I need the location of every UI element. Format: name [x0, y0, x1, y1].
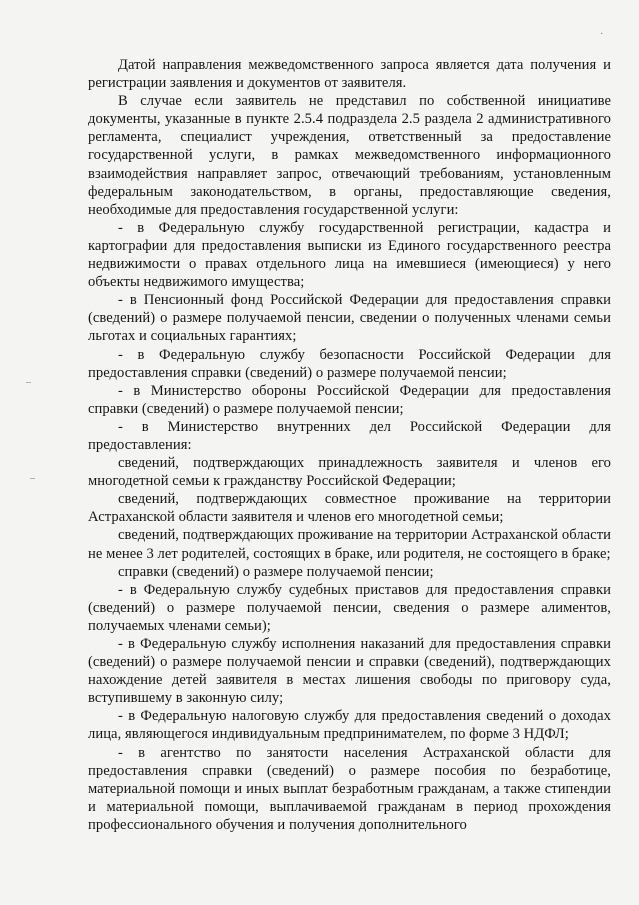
list-subitem-pension: справки (сведений) о размере получаемой пенсии; [118, 563, 434, 580]
list-subitem-citizenship: сведений, подтверждающих принадлежность заявителя и членов его многодетной семьи к гражданству Российской Федерации; [88, 455, 611, 490]
list-item-pension-fund: - в Пенсионный фонд Российской Федерации для предоставления справки (сведений) о размере получаемой пенсии, сведении о полученных членами семьи льготах и социальных гарантиях; [88, 292, 611, 345]
list-subitem-cohabitation: сведений, подтверждающих совместное проживание на территории Астраханской области заявителя и членов его многодетной семьи; [88, 491, 611, 526]
list-item-ministry-internal: - в Министерство внутренних дел Российской Федерации для предоставления: [88, 418, 611, 453]
list-item-tax-service: - в Федеральную налоговую службу для предоставления сведений о доходах лица, являющегося индивидуальным предпринимателем, по форме 3 НДФЛ; [88, 708, 611, 743]
list-item-ministry-defense: - в Министерство обороны Российской Федерации для предоставления справки (сведений) о размере получаемой пенсии; [88, 382, 611, 417]
list-item-rosreestr: - в Федеральную службу государственной регистрации, кадастра и картографии для предоставления выписки из Единого государственного реестра недвижимости о правах отдельного лица на имевшиеся (имеющиеся) у него объекты недвижимого имущества; [88, 219, 611, 291]
list-item-bailiffs: - в Федеральную службу судебных приставов для предоставления справки (сведений) о размере получаемой пенсии, сведения о размере алиментов, получаемых членами семьи); [88, 581, 611, 634]
paragraph-request-date: Датой направления межведомственного запроса является дата получения и регистрации заявления и документов от заявителя. [88, 57, 611, 92]
margin-scan-mark: – [26, 377, 31, 388]
list-item-employment-agency: - в агентство по занятости населения Астраханской области для предоставления справки (сведений) о размере пособия по безработице, материальной помощи и иных выплат безработным гражданам, а также стипендии и материальной помощи, выплачиваемой гражданам в период прохождения профессионального обучения и получения дополнительного [88, 744, 611, 833]
margin-scan-mark: · [600, 29, 604, 40]
list-item-penitentiary: - в Федеральную службу исполнения наказаний для предоставления справки (сведений) о размере получаемой пенсии и справки (сведений), подтверждающих нахождение детей заявителя в местах лишения свободы по приговору суда, вступившему в законную силу; [88, 636, 611, 707]
margin-scan-mark: – [30, 473, 35, 484]
paragraph-interagency-request: В случае если заявитель не представил по собственной инициативе документы, указанные в пункте 2.5.4 подраздела 2.5 раздела 2 административного регламента, специалист учреждения, ответственный за предоставление государственной услуги, в рамках межведомственного информационного взаимодействия направляет запрос, отвечающий требованиям, установленным федеральным законодательством, в органы, предоставляющие сведения, необходимые для предоставления государственной услуги: [88, 93, 611, 218]
list-item-fsb: - в Федеральную службу безопасности Российской Федерации для предоставления справки (сведений) о размере получаемой пенсии; [88, 346, 611, 381]
list-subitem-residence: сведений, подтверждающих проживание на территории Астраханской области не менее 3 лет родителей, состоящих в браке, или родителя, не состоящего в браке; [88, 527, 611, 562]
